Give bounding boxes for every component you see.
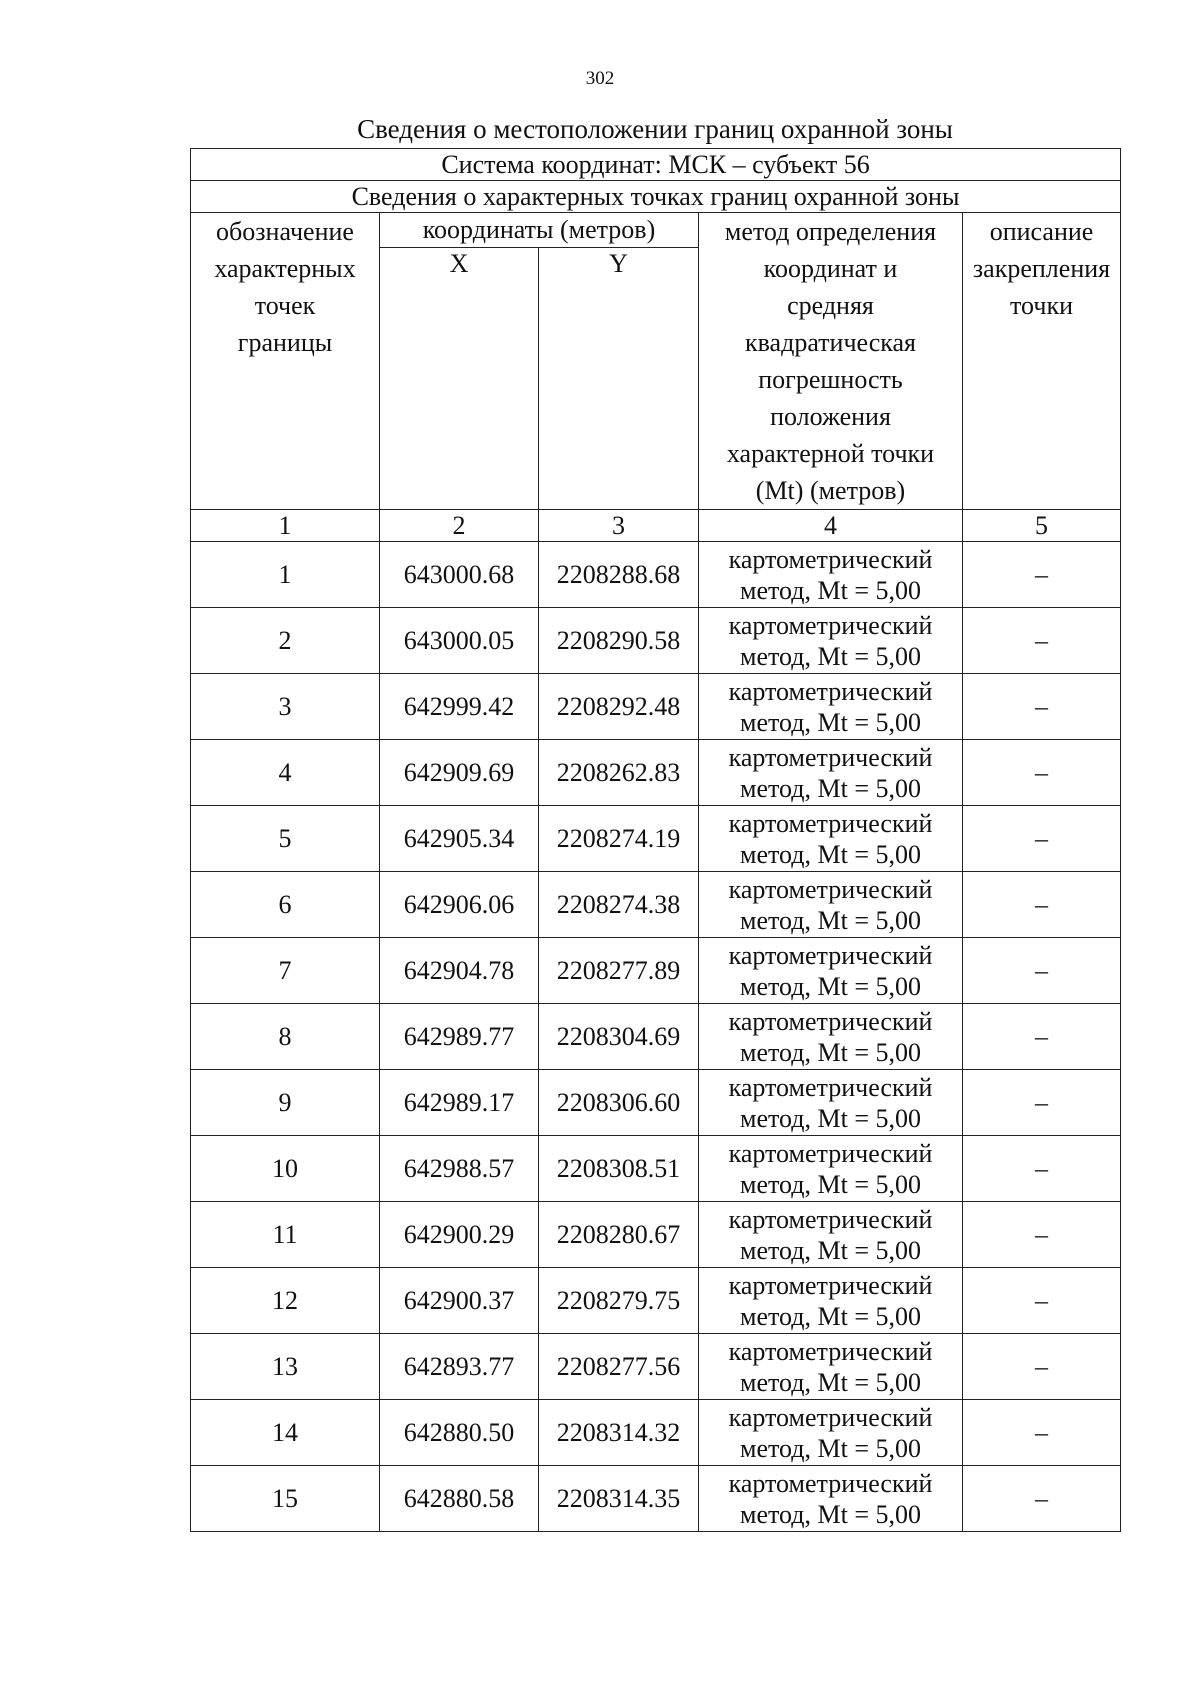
header-line: характерных xyxy=(214,254,356,283)
x-coordinate-cell: 642904.78 xyxy=(380,938,539,1004)
header-x: X xyxy=(380,248,539,510)
header-point-designation xyxy=(191,213,380,510)
method-line: метод, Mt = 5,00 xyxy=(740,1433,921,1463)
point-number-cell: 12 xyxy=(191,1268,380,1334)
column-number: 1 xyxy=(191,510,380,542)
point-number-cell: 1 xyxy=(191,542,380,608)
header-line: закрепления xyxy=(972,254,1111,283)
method-line: картометрический xyxy=(728,1336,933,1366)
header-line: погрешность xyxy=(758,365,903,394)
description-cell: – xyxy=(963,1400,1121,1466)
method-line: метод, Mt = 5,00 xyxy=(740,905,921,935)
description-cell: – xyxy=(963,1136,1121,1202)
section-title: Сведения о характерных точках границ охранной зоны xyxy=(191,181,1121,213)
description-cell: – xyxy=(963,872,1121,938)
x-coordinate-cell: 642880.58 xyxy=(380,1466,539,1532)
method-line: картометрический xyxy=(728,1204,933,1234)
coordinate-system: Система координат: МСК – субъект 56 xyxy=(191,149,1121,181)
method-cell xyxy=(699,608,963,674)
point-number-cell: 13 xyxy=(191,1334,380,1400)
table-row xyxy=(191,1268,1121,1334)
method-line: метод, Mt = 5,00 xyxy=(740,839,921,869)
header-y: Y xyxy=(539,248,699,510)
method-cell xyxy=(699,1334,963,1400)
x-coordinate-cell: 642989.17 xyxy=(380,1070,539,1136)
table-row xyxy=(191,938,1121,1004)
method-line: метод, Mt = 5,00 xyxy=(740,1367,921,1397)
table-row xyxy=(191,1004,1121,1070)
table-row xyxy=(191,1400,1121,1466)
header-description xyxy=(963,213,1121,510)
y-coordinate-cell: 2208279.75 xyxy=(539,1268,699,1334)
table-row xyxy=(191,740,1121,806)
x-coordinate-cell: 642999.42 xyxy=(380,674,539,740)
column-number: 2 xyxy=(380,510,539,542)
table-row xyxy=(191,806,1121,872)
header-coordinates: координаты (метров) xyxy=(380,213,699,248)
description-cell: – xyxy=(963,1202,1121,1268)
description-cell: – xyxy=(963,1070,1121,1136)
point-number-cell: 8 xyxy=(191,1004,380,1070)
section-title-row xyxy=(191,181,1121,213)
table-row xyxy=(191,1070,1121,1136)
x-coordinate-cell: 643000.68 xyxy=(380,542,539,608)
point-number-cell: 15 xyxy=(191,1466,380,1532)
header-line: обозначение xyxy=(216,217,354,246)
method-line: метод, Mt = 5,00 xyxy=(740,1235,921,1265)
x-coordinate-cell: 642900.29 xyxy=(380,1202,539,1268)
table-row xyxy=(191,872,1121,938)
y-coordinate-cell: 2208314.35 xyxy=(539,1466,699,1532)
method-cell xyxy=(699,1070,963,1136)
method-line: картометрический xyxy=(728,1006,933,1036)
y-coordinate-cell: 2208314.32 xyxy=(539,1400,699,1466)
method-line: картометрический xyxy=(728,940,933,970)
description-cell: – xyxy=(963,542,1121,608)
header-line: (Mt) (метров) xyxy=(755,476,906,505)
method-cell xyxy=(699,674,963,740)
method-cell xyxy=(699,806,963,872)
table-row xyxy=(191,1136,1121,1202)
x-coordinate-cell: 642880.50 xyxy=(380,1400,539,1466)
method-line: метод, Mt = 5,00 xyxy=(740,1103,921,1133)
y-coordinate-cell: 2208292.48 xyxy=(539,674,699,740)
point-number-cell: 7 xyxy=(191,938,380,1004)
y-coordinate-cell: 2208280.67 xyxy=(539,1202,699,1268)
method-line: метод, Mt = 5,00 xyxy=(740,1301,921,1331)
y-coordinate-cell: 2208304.69 xyxy=(539,1004,699,1070)
y-coordinate-cell: 2208306.60 xyxy=(539,1070,699,1136)
table-row xyxy=(191,1202,1121,1268)
y-coordinate-cell: 2208277.56 xyxy=(539,1334,699,1400)
description-cell: – xyxy=(963,674,1121,740)
method-line: метод, Mt = 5,00 xyxy=(740,1499,921,1529)
x-coordinate-cell: 642909.69 xyxy=(380,740,539,806)
method-cell xyxy=(699,1004,963,1070)
header-line: характерной точки xyxy=(726,439,935,468)
header-line: метод определения xyxy=(724,217,937,246)
point-number-cell: 2 xyxy=(191,608,380,674)
method-cell xyxy=(699,1136,963,1202)
header-line: квадратическая xyxy=(744,328,917,357)
header-line: координат и xyxy=(763,254,898,283)
y-coordinate-cell: 2208290.58 xyxy=(539,608,699,674)
x-coordinate-cell: 642905.34 xyxy=(380,806,539,872)
method-line: картометрический xyxy=(728,1402,933,1432)
method-cell xyxy=(699,938,963,1004)
point-number-cell: 5 xyxy=(191,806,380,872)
method-line: метод, Mt = 5,00 xyxy=(740,773,921,803)
method-cell xyxy=(699,542,963,608)
method-line: картометрический xyxy=(728,1468,933,1498)
method-line: метод, Mt = 5,00 xyxy=(740,707,921,737)
description-cell: – xyxy=(963,1268,1121,1334)
method-line: картометрический xyxy=(728,610,933,640)
x-coordinate-cell: 642988.57 xyxy=(380,1136,539,1202)
method-line: картометрический xyxy=(728,1270,933,1300)
description-cell: – xyxy=(963,806,1121,872)
y-coordinate-cell: 2208274.38 xyxy=(539,872,699,938)
column-number: 5 xyxy=(963,510,1121,542)
method-line: метод, Mt = 5,00 xyxy=(740,1037,921,1067)
column-number: 3 xyxy=(539,510,699,542)
y-coordinate-cell: 2208262.83 xyxy=(539,740,699,806)
header-line: точек xyxy=(254,291,316,320)
header-line: описание xyxy=(989,217,1094,246)
method-line: метод, Mt = 5,00 xyxy=(740,641,921,671)
table-row xyxy=(191,1334,1121,1400)
point-number-cell: 3 xyxy=(191,674,380,740)
header-line: положения xyxy=(770,402,891,431)
method-line: картометрический xyxy=(728,544,933,574)
method-line: картометрический xyxy=(728,1072,933,1102)
y-coordinate-cell: 2208308.51 xyxy=(539,1136,699,1202)
description-cell: – xyxy=(963,740,1121,806)
table-row xyxy=(191,674,1121,740)
column-number: 4 xyxy=(699,510,963,542)
description-cell: – xyxy=(963,608,1121,674)
point-number-cell: 4 xyxy=(191,740,380,806)
header-method xyxy=(699,213,963,510)
point-number-cell: 10 xyxy=(191,1136,380,1202)
description-cell: – xyxy=(963,1004,1121,1070)
method-line: метод, Mt = 5,00 xyxy=(740,575,921,605)
method-cell xyxy=(699,1268,963,1334)
method-cell xyxy=(699,872,963,938)
method-cell xyxy=(699,1202,963,1268)
table-body xyxy=(191,149,1121,542)
y-coordinate-cell: 2208277.89 xyxy=(539,938,699,1004)
point-number-cell: 11 xyxy=(191,1202,380,1268)
page-number: 302 xyxy=(585,68,615,89)
description-cell: – xyxy=(963,1334,1121,1400)
document-title: Сведения о местоположении границ охранной зоны xyxy=(357,114,953,144)
point-number-cell: 14 xyxy=(191,1400,380,1466)
column-numbers-row xyxy=(191,510,1121,542)
y-coordinate-cell: 2208274.19 xyxy=(539,806,699,872)
description-cell: – xyxy=(963,938,1121,1004)
method-line: метод, Mt = 5,00 xyxy=(740,971,921,1001)
method-line: картометрический xyxy=(728,1138,933,1168)
header-line: точки xyxy=(1010,291,1073,320)
method-cell xyxy=(699,1466,963,1532)
method-cell xyxy=(699,740,963,806)
method-cell xyxy=(699,1400,963,1466)
table-row xyxy=(191,1466,1121,1532)
method-line: картометрический xyxy=(728,742,933,772)
table-row xyxy=(191,542,1121,608)
header-line: средняя xyxy=(787,291,874,320)
x-coordinate-cell: 642893.77 xyxy=(380,1334,539,1400)
x-coordinate-cell: 642900.37 xyxy=(380,1268,539,1334)
header-line: границы xyxy=(237,328,333,357)
table-row xyxy=(191,608,1121,674)
point-number-cell: 9 xyxy=(191,1070,380,1136)
x-coordinate-cell: 642989.77 xyxy=(380,1004,539,1070)
data-rows xyxy=(191,542,1121,1532)
boundary-points-table xyxy=(190,148,1121,1532)
x-coordinate-cell: 642906.06 xyxy=(380,872,539,938)
method-line: картометрический xyxy=(728,676,933,706)
coordinate-system-row xyxy=(191,149,1121,181)
point-number-cell: 6 xyxy=(191,872,380,938)
method-line: метод, Mt = 5,00 xyxy=(740,1169,921,1199)
method-line: картометрический xyxy=(728,808,933,838)
y-coordinate-cell: 2208288.68 xyxy=(539,542,699,608)
header-row xyxy=(191,213,1121,248)
x-coordinate-cell: 643000.05 xyxy=(380,608,539,674)
description-cell: – xyxy=(963,1466,1121,1532)
method-line: картометрический xyxy=(728,874,933,904)
